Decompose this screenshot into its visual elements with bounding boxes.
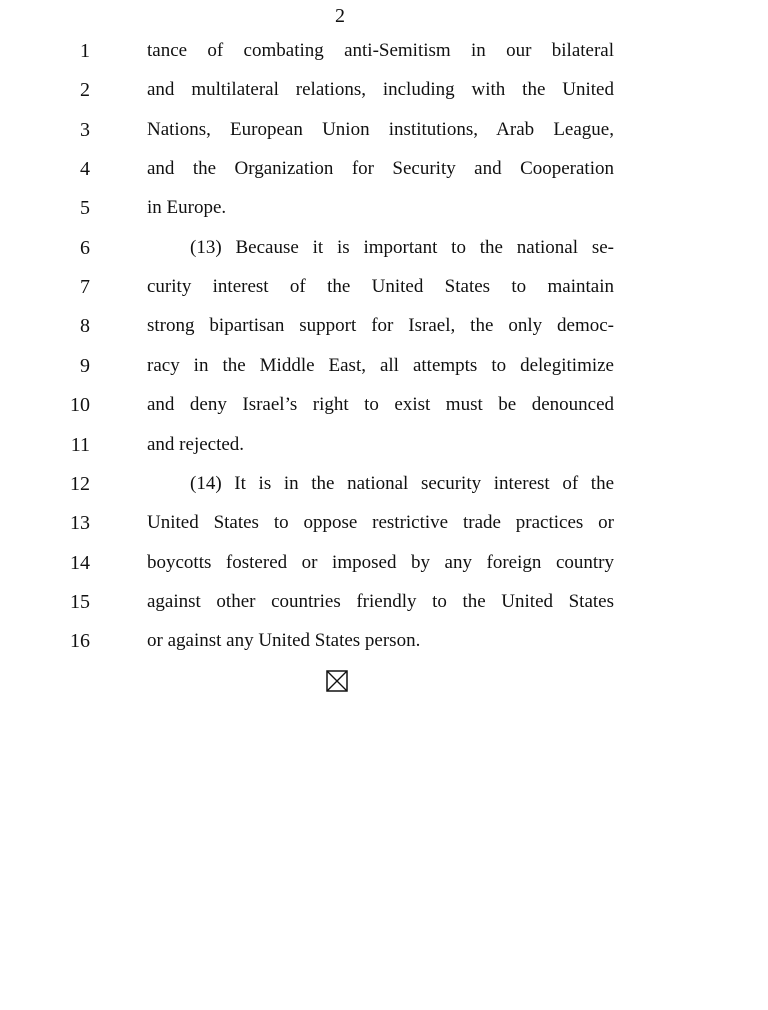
- document-line: [0, 39, 768, 69]
- boxed-x-svg: [326, 670, 348, 692]
- boxed-x-end-of-document-icon: [326, 670, 348, 692]
- line-text: curity interest of the United States to maintain: [147, 276, 614, 297]
- line-number: 15: [70, 591, 90, 613]
- document-line: [0, 196, 768, 226]
- document-line: [0, 157, 768, 187]
- document-line: [0, 314, 768, 344]
- page-number: 2: [335, 5, 345, 27]
- line-text: and rejected.: [147, 434, 245, 455]
- line-text: Nations, European Union institutions, Arab League,: [147, 119, 614, 140]
- line-text: against other countries friendly to the United States: [147, 591, 614, 612]
- document-line: [0, 275, 768, 305]
- document-line: [0, 354, 768, 384]
- document-line: [0, 236, 768, 266]
- document-line: [0, 472, 768, 502]
- document-line: [0, 433, 768, 463]
- line-text: and deny Israel’s right to exist must be denounced: [147, 394, 614, 415]
- line-number: 16: [70, 630, 90, 652]
- line-text: and the Organization for Security and Cooperation: [147, 158, 614, 179]
- line-number: 10: [70, 394, 90, 416]
- line-text: tance of combating anti-Semitism in our bilateral: [147, 40, 614, 61]
- document-line: [0, 551, 768, 581]
- line-text: strong bipartisan support for Israel, the only democ-: [147, 315, 614, 336]
- line-text: (13) Because it is important to the national se-: [190, 237, 614, 258]
- line-text: and multilateral relations, including with the United: [147, 79, 614, 100]
- document-line: [0, 511, 768, 541]
- line-number: 4: [80, 158, 90, 180]
- line-number: 3: [80, 119, 90, 141]
- line-number: 11: [70, 434, 90, 456]
- document-line: [0, 393, 768, 423]
- line-number: 7: [80, 276, 90, 298]
- document-line: [0, 590, 768, 620]
- line-number: 9: [80, 355, 90, 377]
- line-text: boycotts fostered or imposed by any foreign country: [147, 552, 614, 573]
- line-number: 6: [80, 237, 90, 259]
- line-number: 1: [80, 40, 90, 62]
- document-line: [0, 118, 768, 148]
- line-number: 14: [70, 552, 90, 574]
- line-text: or against any United States person.: [147, 630, 421, 651]
- line-number: 2: [80, 79, 90, 101]
- line-text: United States to oppose restrictive trade practices or: [147, 512, 614, 533]
- line-number: 13: [70, 512, 90, 534]
- line-text: in Europe.: [147, 197, 227, 218]
- line-number: 5: [80, 197, 90, 219]
- document-line: [0, 629, 768, 659]
- line-text: racy in the Middle East, all attempts to delegitimize: [147, 355, 614, 376]
- line-text: (14) It is in the national security interest of the: [190, 473, 614, 494]
- line-number: 8: [80, 315, 90, 337]
- line-number: 12: [70, 473, 90, 495]
- document-line: [0, 78, 768, 108]
